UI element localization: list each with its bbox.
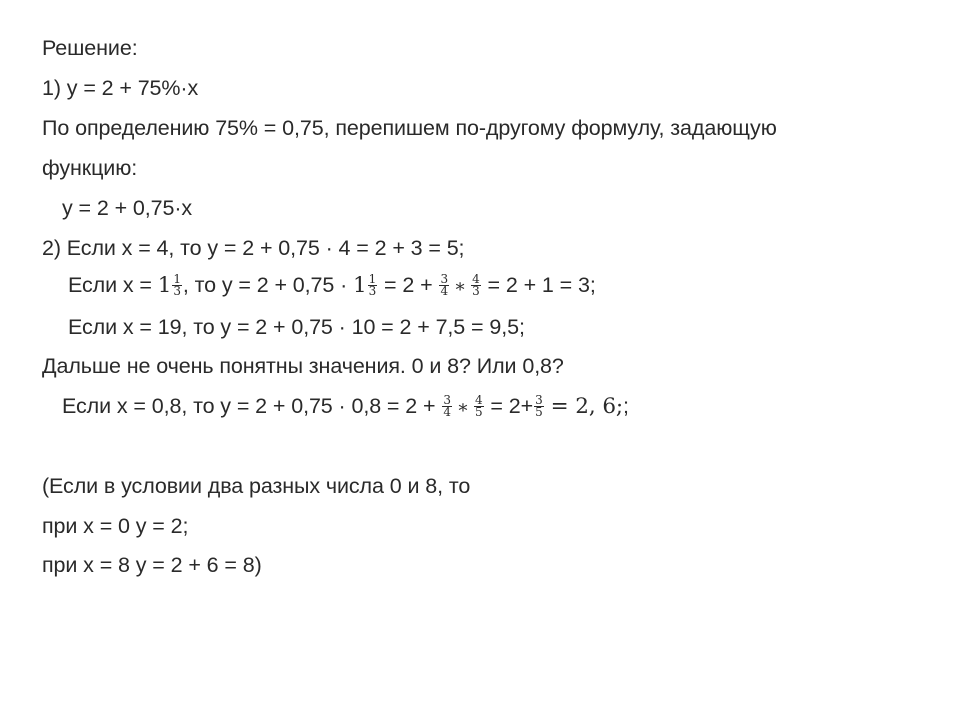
- fraction-denominator: 4: [443, 404, 451, 419]
- fraction-denominator: 3: [368, 283, 377, 298]
- fraction: [368, 271, 378, 298]
- alternative-note: (Если в условии два разных числа 0 и 8, то: [42, 474, 471, 498]
- fraction-denominator: 3: [173, 283, 181, 298]
- alternative-case-x8: при x = 8 y = 2 + 6 = 8): [42, 553, 262, 577]
- text-part: = 2 + 1 = 3;: [481, 273, 596, 297]
- fraction: [439, 271, 449, 298]
- fraction-denominator: 5: [535, 404, 543, 419]
- fraction-denominator: 5: [475, 404, 483, 419]
- fraction: [442, 392, 452, 419]
- fraction-denominator: 3: [472, 283, 480, 298]
- alternative-case-x0: при x = 0 y = 2;: [42, 514, 189, 538]
- text-part: = 2+: [484, 394, 534, 418]
- fraction-numerator: 4: [472, 271, 480, 286]
- fraction-denominator: 4: [440, 283, 448, 298]
- fraction: [471, 271, 481, 298]
- fraction-numerator: 1: [173, 271, 181, 286]
- text-part: Если x = 0,8, то y = 2 + 0,75 · 0,8 = 2 +: [62, 394, 442, 418]
- ambiguity-note: Дальше не очень понятны значения. 0 и 8? Или 0,8?: [42, 354, 564, 378]
- text-part: ;: [623, 394, 629, 418]
- multiply-sign: ∗: [453, 276, 467, 297]
- multiply-sign: ∗: [456, 397, 470, 418]
- fraction: [172, 271, 182, 298]
- fraction-numerator: 4: [475, 392, 483, 407]
- fraction-numerator: 1: [368, 271, 377, 286]
- step-1-formula: 1) y = 2 + 75%·x: [42, 76, 199, 100]
- solution-heading: Решение:: [42, 36, 138, 60]
- step-1-explanation: По определению 75% = 0,75, перепишем по-другому формулу, задающую: [42, 116, 777, 140]
- fraction-numerator: 3: [443, 392, 451, 407]
- rewritten-formula: y = 2 + 0,75·x: [62, 196, 193, 220]
- mixed-number-whole: 1: [353, 273, 367, 298]
- fraction: [474, 392, 484, 419]
- mixed-number-whole: 1: [157, 273, 172, 298]
- text-part: Если x =: [68, 273, 158, 297]
- text-part: = 2 +: [378, 273, 439, 297]
- step-2-case-x4: 2) Если x = 4, то y = 2 + 0,75 · 4 = 2 + 3 = 5;: [42, 236, 465, 260]
- step-1-explanation-cont: функцию:: [42, 156, 138, 180]
- fraction-numerator: 3: [535, 392, 543, 407]
- fraction: [534, 392, 544, 419]
- fraction-numerator: 3: [440, 271, 448, 286]
- step-2-case-x19: Если x = 19, то y = 2 + 0,75 · 10 = 2 + 7,5 = 9,5;: [68, 315, 525, 339]
- step-2-case-x-mixed: [68, 272, 596, 300]
- text-part: , то y = 2 + 0,75 ·: [182, 273, 354, 297]
- step-2-case-x08: [62, 393, 629, 421]
- math-result: = 2, 6;: [550, 394, 624, 419]
